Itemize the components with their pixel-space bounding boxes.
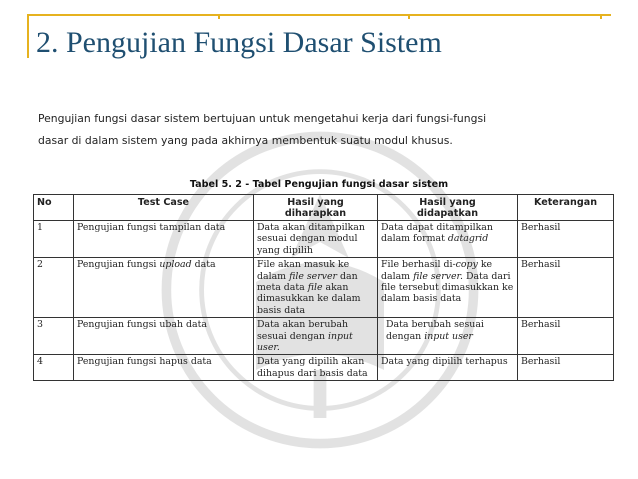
cell-remarks: Berhasil [518, 221, 614, 258]
cell-italic-text: copy [455, 259, 478, 271]
cell-remarks: Berhasil [518, 355, 614, 381]
cell-text: Pengujian fungsi [77, 259, 160, 271]
cell-text: ke dalam [381, 259, 493, 282]
cell-no: 3 [34, 318, 74, 355]
cell-expected: Data akan ditampilkan sesuai dengan modul yang dipilih [254, 221, 378, 258]
cell-italic-text: input user. [257, 330, 353, 354]
intro-line: dasar di dalam sistem yang pada akhirnya membentuk suatu modul khusus. [38, 134, 453, 147]
cell-italic-text: datagrid [447, 233, 489, 245]
cell-no: 1 [34, 221, 74, 258]
header-actual-line: Hasil yang [419, 197, 476, 208]
cell-italic-text: file [307, 282, 323, 294]
table-caption: Tabel 5. 2 - Tabel Pengujian fungsi dasar sistem [189, 179, 449, 190]
header-rule-tick [600, 14, 602, 19]
cell-italic-text: file server. [413, 270, 463, 282]
table-header-row [34, 195, 614, 221]
cell-remarks: Berhasil [518, 258, 614, 318]
cell-actual: Data yang dipilih terhapus [378, 355, 518, 381]
header-expected [254, 195, 378, 221]
intro-paragraph [38, 108, 610, 152]
cell-text: File berhasil di- [381, 259, 456, 271]
cell-test-case: Pengujian fungsi hapus data [74, 355, 254, 381]
header-rule-tick [408, 14, 410, 19]
header-remarks: Keterangan [518, 195, 614, 221]
table-row [34, 221, 614, 258]
cell-text: Data akan berubah sesuai dengan [257, 319, 349, 342]
cell-italic-text: input user [424, 330, 473, 342]
cell-actual [378, 258, 518, 318]
cell-text: Data dapat ditampilkan dalam format [381, 222, 493, 245]
header-expected-line: Hasil yang [287, 197, 344, 208]
header-expected-line: diharapkan [284, 208, 347, 219]
cell-text: dan meta data [257, 270, 358, 294]
cell-test-case: Pengujian fungsi ubah data [74, 318, 254, 355]
cell-actual [378, 318, 518, 355]
cell-italic-text: upload [159, 259, 192, 271]
cell-text: Data berubah sesuai dengan [386, 319, 484, 342]
table-row [34, 355, 614, 381]
cell-text: akan dimasukkan ke dalam basis data [257, 282, 361, 316]
cell-expected [254, 258, 378, 318]
cell-no: 2 [34, 258, 74, 318]
test-table [33, 194, 614, 381]
slide-title: 2. Pengujian Fungsi Dasar Sistem [36, 26, 442, 59]
table-row [34, 258, 614, 318]
cell-no: 4 [34, 355, 74, 381]
cell-test-case [74, 258, 254, 318]
cell-text: data [191, 259, 216, 271]
header-rule-left [27, 14, 29, 58]
cell-text: File akan masuk ke dalam [257, 259, 350, 282]
intro-line: Pengujian fungsi dasar sistem bertujuan untuk mengetahui kerja dari fungsi-fungsi [38, 112, 487, 125]
cell-text: Data dari file tersebut dimasukkan ke dalam basis data [381, 270, 514, 305]
header-no: No [34, 195, 74, 221]
cell-expected [254, 318, 378, 355]
table-row [34, 318, 614, 355]
header-actual [378, 195, 518, 221]
header-rule [27, 14, 611, 16]
cell-test-case: Pengujian fungsi tampilan data [74, 221, 254, 258]
header-rule-tick [218, 14, 220, 19]
cell-expected: Data yang dipilih akan dihapus dari basis data [254, 355, 378, 381]
cell-italic-text: file server [289, 270, 338, 282]
cell-actual [378, 221, 518, 258]
header-actual-line: didapatkan [416, 208, 479, 219]
cell-remarks: Berhasil [518, 318, 614, 355]
header-test-case: Test Case [74, 195, 254, 221]
